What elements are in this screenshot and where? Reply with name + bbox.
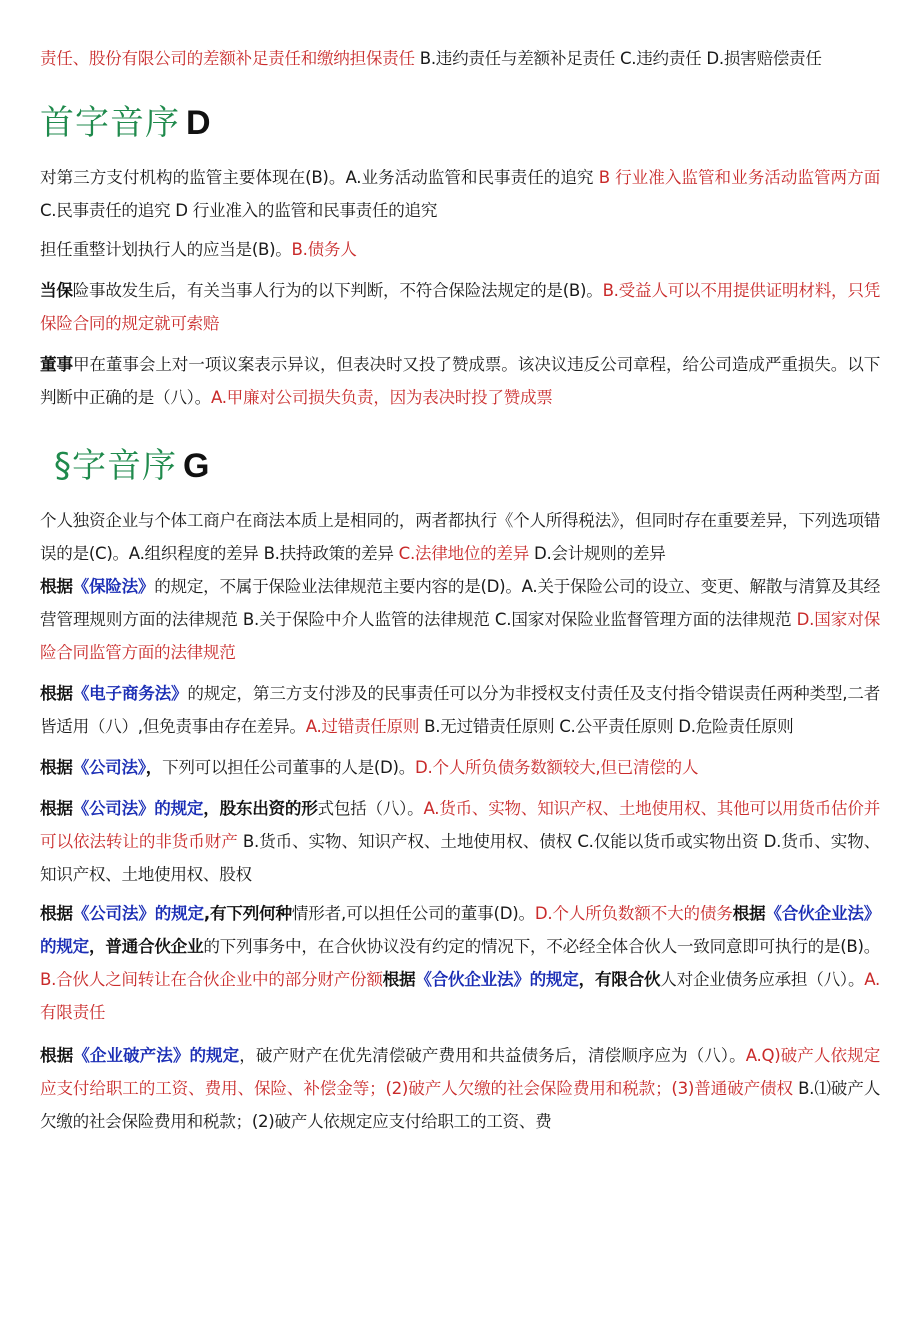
bold-prefix: 根据 — [40, 758, 73, 777]
question-text: 对第三方支付机构的监管主要体现在(B)。A.业务活动监管和民事责任的追究 — [40, 168, 599, 187]
answer-text: A.过错责任原则 — [305, 717, 420, 736]
question-text: 下列可以担任公司董事的人是(D)。 — [162, 758, 415, 777]
question-paragraph — [40, 677, 880, 743]
question-text: ，破产财产在优先清偿破产费用和共益债务后，清偿顺序应为（八）。 — [239, 1046, 746, 1065]
bold-prefix: 根据 — [40, 904, 73, 923]
law-name: 《电子商务法》 — [72, 684, 188, 703]
law-name: 《公司法》的规定 — [72, 904, 204, 923]
options-text: B.⑴破产人欠缴的社会保险费用和税款；(2)破产人依规定应支付给职工的工资、费 — [40, 1079, 880, 1131]
bold-prefix: 根据 — [382, 970, 416, 989]
law-name: 《合伙企业法》的规定 — [40, 904, 881, 956]
bold-text: ，股东出资的形 — [203, 799, 318, 818]
options-text: B.无过错责任原则 C.公平责任原则 D.危险责任原则 — [419, 717, 794, 736]
question-text: 的规定，第三方支付涉及的民事责任可以分为非授权支付责任及支付指令错误责任两种类型,二者皆适用（八）,但免责事由存在差异。 — [40, 684, 880, 736]
answer-text: C.法律地位的差异 — [398, 544, 529, 563]
answer-text: D.国家对保险合同监管方面的法律规范 — [40, 610, 880, 662]
question-text: 的规定，不属于保险业法律规范主要内容的是(D)。A.关于保险公司的设立、变更、解散与清算及其经营管理规则方面的法律规范 B.关于保险中介人监管的法律规范 C.国家对保险业监督管理方面的法律规范 — [40, 577, 881, 629]
question-paragraph — [40, 42, 880, 75]
question-paragraph — [40, 504, 880, 570]
bold-text: ， — [145, 758, 163, 777]
law-name: 《企业破产法》的规定 — [73, 1046, 240, 1065]
answer-text: B.债务人 — [291, 240, 357, 259]
options-text: B.货币、实物、知识产权、土地使用权、债权 C.仅能以货币或实物出资 D.货币、实物、知识产权、土地使用权、股权 — [40, 832, 880, 884]
section-heading-letter: G — [183, 447, 211, 485]
question-paragraph — [40, 570, 880, 669]
bold-prefix: 董事 — [40, 355, 73, 374]
section-heading-g — [40, 438, 880, 486]
answer-text: B.合伙人之间转让在合伙企业中的部分财产份额 — [40, 970, 383, 989]
question-text: 情形者,可以担任公司的董事(D)。 — [291, 904, 535, 923]
bold-prefix: 当保 — [40, 281, 73, 300]
options-text: D.会计规则的差异 — [529, 544, 666, 563]
question-text: 的下列事务中，在合伙协议没有约定的情况下，不必经全体合伙人一致同意即可执行的是(B)。 — [203, 937, 880, 956]
bold-prefix: 根据 — [40, 799, 73, 818]
bold-text: ，有限合伙 — [578, 970, 661, 989]
question-paragraph — [40, 274, 880, 340]
bold-prefix: 根据 — [40, 1046, 74, 1065]
document-page — [0, 42, 920, 1343]
section-heading-d — [40, 95, 880, 143]
answer-text: A.有限责任 — [40, 970, 881, 1022]
bold-prefix: 根据 — [40, 684, 73, 703]
answer-text: D.个人所负债务数额较大,但已清偿的人 — [415, 758, 699, 777]
answer-text: 责任、股份有限公司的差额补足责任和缴纳担保责任 — [40, 49, 415, 68]
question-paragraph — [40, 897, 880, 1029]
question-text: 险事故发生后，有关当事人行为的以下判断，不符合保险法规定的是(B)。 — [72, 281, 603, 300]
question-text: 人对企业债务应承担（八）。 — [660, 970, 865, 989]
bold-text: ,有下列何种 — [203, 904, 292, 923]
question-paragraph — [40, 751, 880, 784]
answer-text: A.Q)破产人依规定应支付给职工的工资、费用、保险、补偿金等；(2)破产人欠缴的社会保险费用和税款；(3)普通破产债权 — [40, 1046, 880, 1098]
options-text: C.民事责任的追究 D 行业准入的监管和民事责任的追究 — [40, 201, 438, 220]
question-paragraph — [40, 792, 880, 891]
answer-text: D.个人所负数额不大的债务 — [534, 904, 733, 923]
question-text: 个人独资企业与个体工商户在商法本质上是相同的，两者都执行《个人所得税法》，但同时存在重要差异，下列选项错误的是(C)。A.组织程度的差异 B.扶持政策的差异 — [40, 511, 880, 563]
options-text: B.违约责任与差额补足责任 C.违约责任 D.损害赔偿责任 — [414, 49, 822, 68]
law-name: 《公司法》的规定 — [72, 799, 204, 818]
section-heading-label: §字音序 — [54, 446, 177, 486]
bold-prefix: 根据 — [40, 577, 73, 596]
law-name: 《保险法》 — [72, 577, 155, 596]
question-text: 式包括（八）。 — [317, 799, 424, 818]
question-paragraph — [40, 161, 880, 227]
section-heading-letter: D — [186, 104, 212, 142]
question-paragraph — [40, 1039, 880, 1138]
law-name: 《合伙企业法》的规定 — [415, 970, 579, 989]
question-paragraph — [40, 348, 880, 414]
law-name: 《公司法》 — [72, 758, 146, 777]
answer-text: A.货币、实物、知识产权、土地使用权、其他可以用货币估价并可以依法转让的非货币财产 — [40, 799, 880, 851]
bold-prefix: 根据 — [732, 904, 766, 923]
answer-text: B 行业准入监管和业务活动监管两方面 — [598, 168, 880, 187]
answer-text: B.受益人可以不用提供证明材料，只凭保险合同的规定就可索赔 — [40, 281, 880, 333]
bold-text: ，普通合伙企业 — [89, 937, 204, 956]
question-text: 担任重整计划执行人的应当是(B)。 — [40, 240, 292, 259]
section-heading-label: 首字音序 — [40, 103, 180, 143]
question-text: 甲在董事会上对一项议案表示异议，但表决时又投了赞成票。该决议违反公司章程，给公司造成严重损失。以下判断中正确的是（八）。 — [40, 355, 880, 407]
question-paragraph — [40, 233, 880, 266]
answer-text: A.甲廉对公司损失负责，因为表决时投了赞成票 — [210, 388, 553, 407]
